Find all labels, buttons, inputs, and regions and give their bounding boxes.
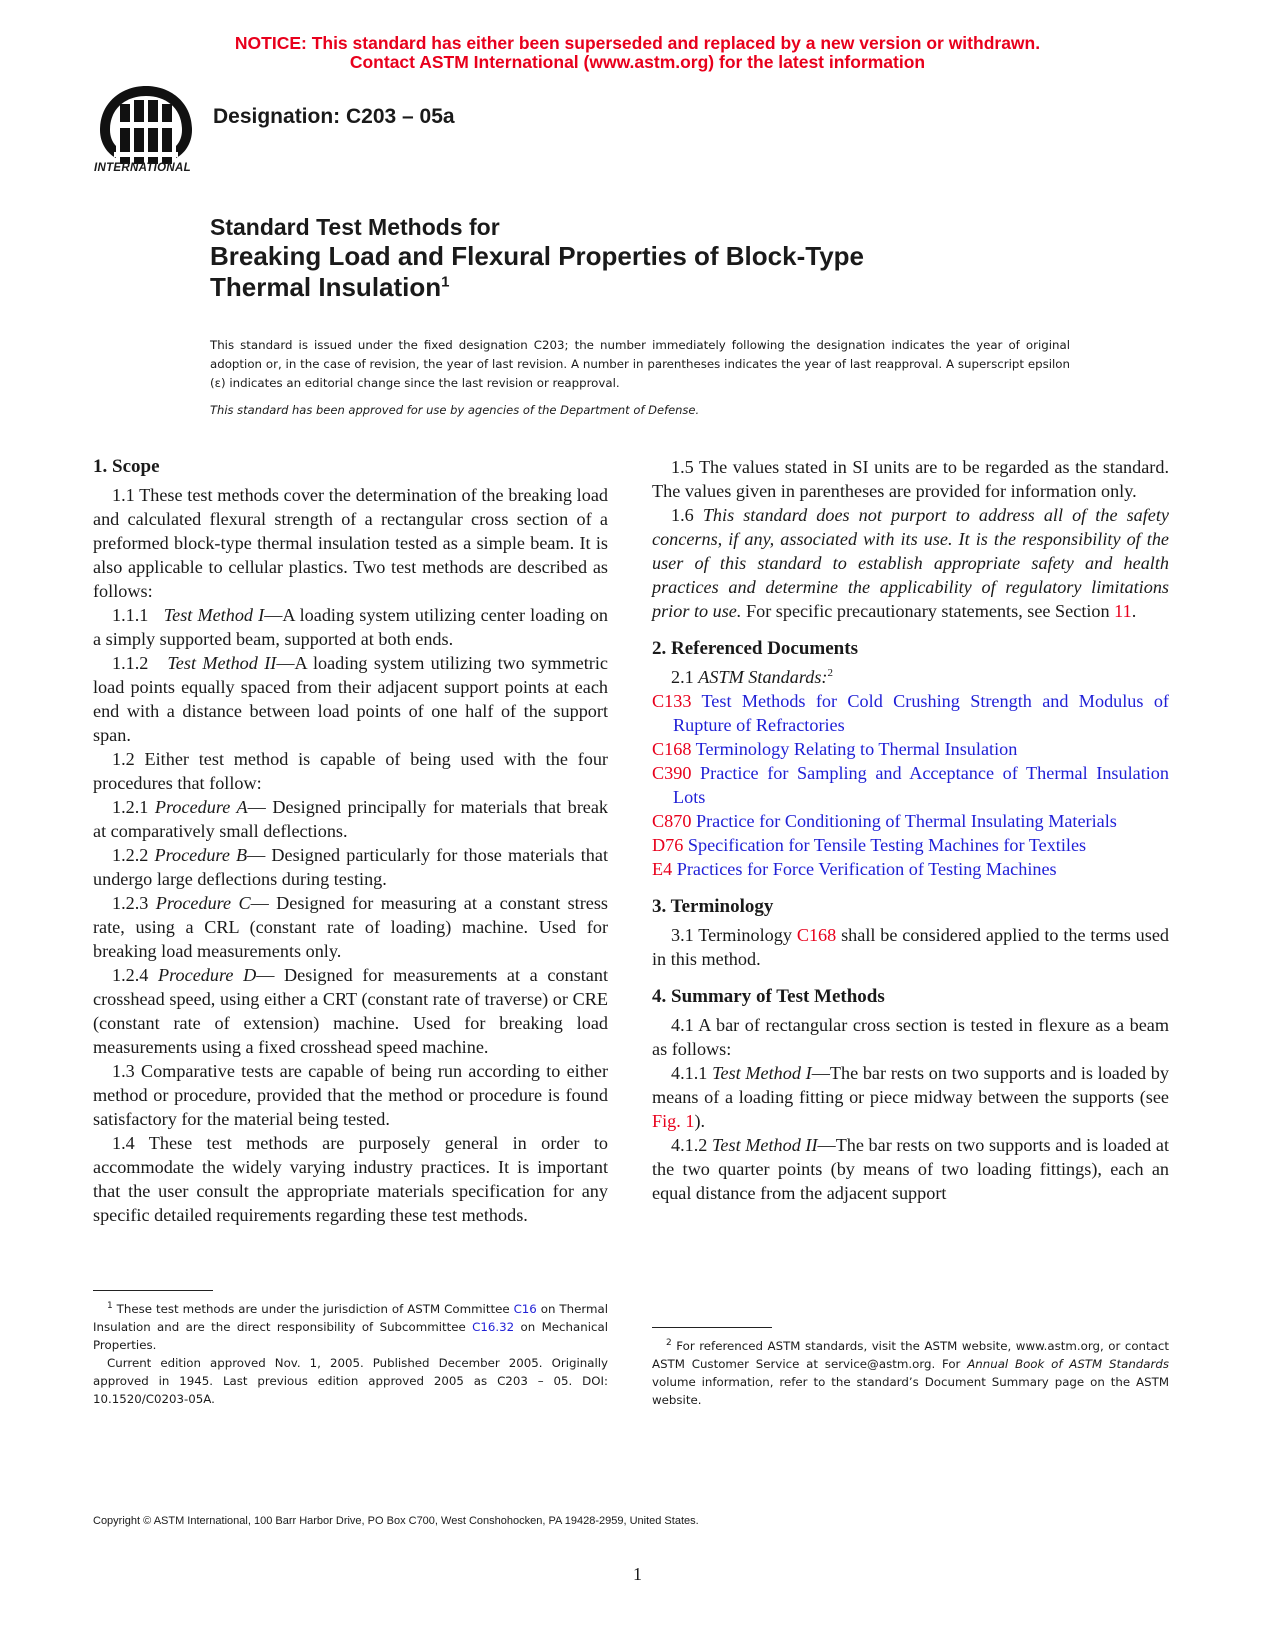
footnote-divider-right	[652, 1327, 772, 1328]
para-text: shall be considered applied to the terms used in this method.	[652, 925, 1169, 969]
footnote-text: volume information, refer to the standard’s Document Summary page on the ASTM website.	[652, 1375, 1169, 1407]
para-1-2: 1.2 Either test method is capable of being used with the four procedures that follow:	[93, 749, 608, 793]
para-3-1	[652, 923, 1169, 971]
reference-code[interactable]: E4	[652, 859, 673, 879]
title-line-3	[210, 272, 1110, 303]
reference-item[interactable]	[652, 737, 1169, 761]
para-1-2-1	[93, 795, 608, 843]
para-num: 4.1.1	[671, 1063, 708, 1083]
document-title	[210, 213, 1110, 303]
footnote-text: on Mechanical Properties.	[93, 1320, 608, 1352]
footnote-1	[93, 1300, 608, 1408]
para-num: 4.1.2	[671, 1135, 708, 1155]
title-footnote-mark[interactable]: 1	[441, 273, 450, 291]
designation: Designation: C203 – 05a	[213, 105, 455, 128]
footnote-mark-2[interactable]: 2	[827, 666, 833, 679]
c16-link[interactable]: C16	[513, 1302, 537, 1316]
c168-link[interactable]: C168	[796, 925, 837, 945]
para-num: 1.2.1	[112, 797, 149, 817]
para-num: 1.6	[671, 505, 694, 525]
section-2-heading: 2. Referenced Documents	[652, 638, 858, 659]
footnote-1-edition: Current edition approved Nov. 1, 2005. Published December 2005. Originally approved in 1945. Last previous edition approved 2005 as C203 – 05. DOI: 10.1520/C0203-05A.	[93, 1356, 608, 1406]
reference-item[interactable]	[652, 857, 1169, 881]
notice-line-1: NOTICE: This standard has either been superseded and replaced by a new version or withdrawn.	[234, 33, 1041, 53]
footnote-text: on Thermal Insulation and are the direct responsibility of Subcommittee	[93, 1302, 608, 1334]
reference-title[interactable]: Test Methods for Cold Crushing Strength and Modulus of Rupture of Refractories	[673, 691, 1169, 735]
para-text: — Designed particularly for those materials that undergo large deflections during testing.	[93, 845, 609, 889]
reference-code[interactable]: C870	[652, 811, 692, 831]
footnote-divider-left	[93, 1290, 213, 1291]
reference-item[interactable]	[652, 833, 1169, 857]
para-1-2-2	[93, 843, 608, 891]
title-line-1: Standard Test Methods for	[210, 214, 500, 240]
para-italic: This standard does not purport to address all of the safety concerns, if any, associated with its use. It is the responsibility of the user of this standard to establish appropriate safety and health practices and determine the applicability of regulatory limitations prior to use.	[652, 505, 1170, 621]
para-1-4: 1.4 These test methods are purposely general in order to accommodate the widely varying industry practices. It is important that the user consult the appropriate materials specification for any specific detailed requirements regarding these test methods.	[93, 1133, 608, 1225]
para-text: For specific precautionary statements, see Section	[741, 601, 1115, 621]
reference-list	[652, 689, 1169, 881]
section-4-heading: 4. Summary of Test Methods	[652, 986, 885, 1007]
section-11-link[interactable]: 11	[1114, 601, 1132, 621]
reference-title[interactable]: Terminology Relating to Thermal Insulation	[695, 739, 1018, 759]
para-text: — Designed principally for materials that break at comparatively small deflections.	[93, 797, 608, 841]
para-num: 1.1.1	[112, 605, 149, 625]
footnote-text: These test methods are under the jurisdiction of ASTM Committee	[112, 1302, 514, 1316]
para-1-1: 1.1 These test methods cover the determination of the breaking load and calculated flexural strength of a rectangular cross section of a preformed block-type thermal insulation tested as a simple beam. It is also applicable to cellular plastics. Two test methods are described as follows:	[93, 485, 608, 601]
para-num: 1.2.4	[112, 965, 149, 985]
section-1-heading: 1. Scope	[93, 456, 160, 477]
reference-code[interactable]: C133	[652, 691, 692, 711]
para-italic: Procedure A	[154, 797, 248, 817]
footnote-2	[652, 1337, 1169, 1409]
para-text: 3.1 Terminology	[671, 925, 797, 945]
para-italic: Procedure D	[158, 965, 257, 985]
fig-1-link[interactable]: Fig. 1	[652, 1111, 695, 1131]
reference-title[interactable]: Practice for Conditioning of Thermal Insulating Materials	[695, 811, 1117, 831]
para-italic: Test Method II	[711, 1135, 818, 1155]
para-text: —The bar rests on two supports and is loaded by means of a loading fitting or piece midway between the supports (see	[652, 1063, 1169, 1107]
reference-code[interactable]: C390	[652, 763, 692, 783]
c16-32-link[interactable]: C16.32	[472, 1320, 515, 1334]
footnote-text: For referenced ASTM standards, visit the ASTM website, www.astm.org, or contact ASTM Customer Service at service@astm.org. For	[652, 1339, 1169, 1371]
issued-note: This standard is issued under the fixed designation C203; the number immediately following the designation indicates the year of original adoption or, in the case of revision, the year of last revision. A number in parentheses indicates the year of last reapproval. A superscript epsilon (ε) indicates an editorial change since the last revision or reapproval.	[210, 338, 1070, 390]
footnote-1-jurisdiction	[93, 1300, 608, 1354]
para-1-6	[652, 503, 1169, 623]
reference-item[interactable]	[652, 809, 1169, 833]
title-line-3-text: Thermal Insulation	[210, 272, 442, 302]
reference-title[interactable]: Specification for Tensile Testing Machines for Textiles	[687, 835, 1087, 855]
para-1-1-1	[93, 603, 608, 651]
para-4-1-1	[652, 1061, 1169, 1133]
para-text: — Designed for measurements at a constant crosshead speed, using either a CRT (constant rate of traverse) or CRE (constant rate of extension) machine. Used for breaking load measurements using a fixed crosshead speed machine.	[93, 965, 608, 1057]
left-column	[93, 455, 608, 1227]
para-1-5: 1.5 The values stated in SI units are to be regarded as the standard. The values given in parentheses are provided for information only.	[652, 457, 1169, 501]
para-text: — Designed for measuring at a constant stress rate, using a CRL (constant rate of loading) machine. Used for breaking load measurements only.	[93, 893, 609, 961]
right-column	[652, 455, 1169, 1205]
para-1-2-4	[93, 963, 608, 1059]
para-1-2-3	[93, 891, 608, 963]
para-text: ).	[694, 1111, 706, 1131]
notice-banner	[0, 34, 1275, 72]
para-num: 1.1.2	[112, 653, 149, 673]
reference-code[interactable]: C168	[652, 739, 692, 759]
para-text: .	[1131, 601, 1137, 621]
para-num: 1.2.2	[112, 845, 149, 865]
footnote-1-mark: 1	[107, 1301, 113, 1312]
para-text: —A loading system utilizing two symmetric load points equally spaced from their adjacent support points at each end with a distance between load points of one half of the support span.	[93, 653, 608, 745]
para-1-1-2	[93, 651, 608, 747]
footnote-2-text	[652, 1337, 1169, 1409]
logo-text: INTERNATIONAL	[94, 162, 191, 174]
page-number: 1	[633, 1564, 642, 1584]
section-3-heading: 3. Terminology	[652, 896, 774, 917]
para-4-1-2	[652, 1133, 1169, 1205]
para-italic: Test Method I	[163, 605, 265, 625]
copyright: Copyright © ASTM International, 100 Barr Harbor Drive, PO Box C700, West Conshohocken, PA 19428-2959, United States.	[93, 1515, 699, 1527]
footnote-2-mark: 2	[666, 1338, 672, 1349]
para-italic: Procedure B	[154, 845, 248, 865]
reference-code[interactable]: D76	[652, 835, 684, 855]
reference-title[interactable]: Practices for Force Verification of Testing Machines	[676, 859, 1057, 879]
para-text: —The bar rests on two supports and is loaded at the two quarter points (by means of two loading fittings), each an equal distance from the adjacent support	[652, 1135, 1169, 1203]
astm-international-logo	[92, 82, 200, 182]
footnote-italic: Annual Book of ASTM Standards	[967, 1357, 1169, 1371]
para-4-1: 4.1 A bar of rectangular cross section is tested in flexure as a beam as follows:	[652, 1015, 1169, 1059]
para-italic: Procedure C	[155, 893, 251, 913]
para-italic: Test Method II	[167, 653, 277, 673]
reference-item[interactable]	[652, 689, 1169, 737]
para-num: 1.2.3	[112, 893, 149, 913]
reference-item[interactable]	[652, 761, 1169, 809]
approved-note: This standard has been approved for use by agencies of the Department of Defense.	[210, 403, 700, 417]
notice-line-2: Contact ASTM International (www.astm.org) for the latest information	[349, 52, 926, 72]
para-italic: ASTM Standards:	[698, 667, 828, 687]
title-line-2: Breaking Load and Flexural Properties of Block-Type	[210, 241, 864, 271]
para-italic: Test Method I	[712, 1063, 812, 1083]
reference-title[interactable]: Practice for Sampling and Acceptance of Thermal Insulation Lots	[673, 763, 1169, 807]
para-num: 2.1	[671, 667, 694, 687]
para-1-3: 1.3 Comparative tests are capable of being run according to either method or procedure, provided that the method or procedure is found satisfactory for the material being tested.	[93, 1061, 608, 1129]
para-2-1	[652, 665, 1169, 689]
para-text: —A loading system utilizing center loading on a simply supported beam, supported at both ends.	[93, 605, 609, 649]
